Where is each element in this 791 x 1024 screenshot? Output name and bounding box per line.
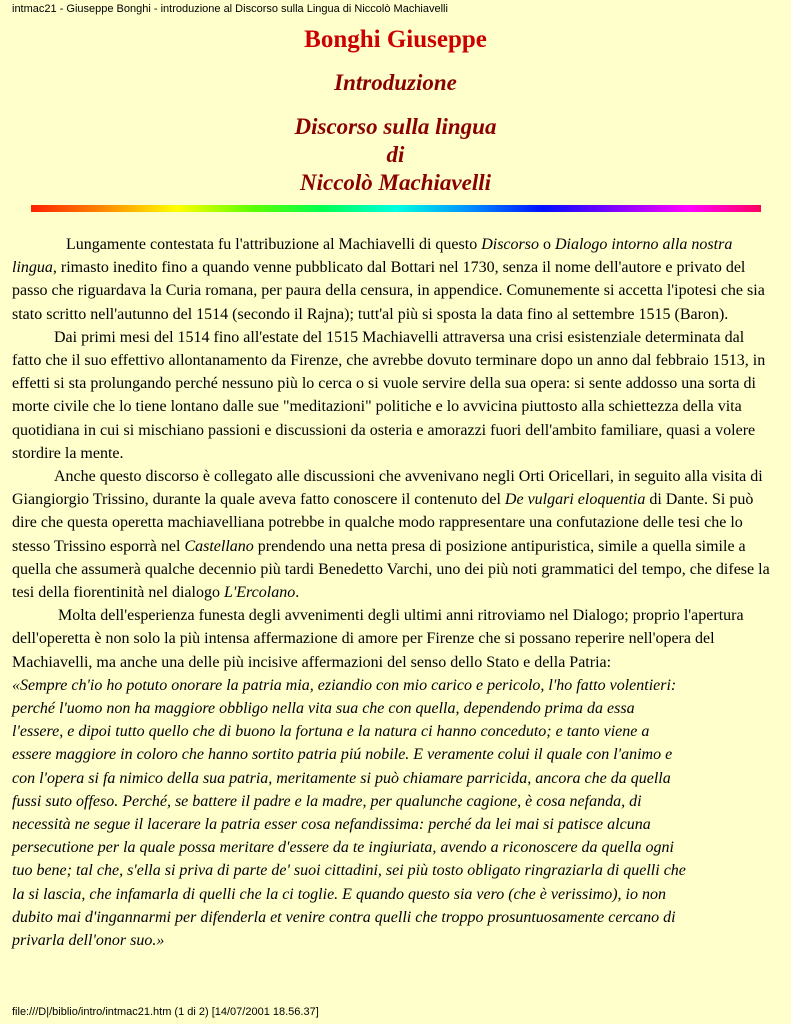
italic-title: Castellano <box>184 537 254 555</box>
text-run: prendendo una netta presa di posizione antipuristica, simile a quella simile a quella che assumerà qualche decennio più tardi Benedetto Varchi, uno dei più noti grammatici del tempo, che difese la tesi della fiorentinità nel dialogo <box>12 537 770 602</box>
text-run: Anche questo discorso è collegato alle discussioni che avvenivano negli Orti Oricellari, in seguito alla visita di Giangiorgio Trissino, durante la quale aveva fatto conoscere il contenuto del <box>12 468 763 509</box>
print-header: intmac21 - Giuseppe Bonghi - introduzione al Discorso sulla Lingua di Niccolò Machiavelli <box>12 3 448 15</box>
print-footer: file:///D|/biblio/intro/intmac21.htm (1 di 2) [14/07/2001 18.56.37] <box>12 1006 319 1018</box>
work-title <box>0 113 791 197</box>
block-quote: «Sempre ch'io ho potuto onorare la patria mia, eziandio con mio carico e pericolo, l'ho fatto volentieri: perché l'uomo non ha maggiore obbligo nella vita sua che con quella, dependendo prima da essa l'essere, e dipoi tutto quello che di buono la fortuna e la natura ci hanno conceduto; e tanto viene a essere maggiore in coloro che hanno sortito patria piú nobile. E veramente colui il quale con l'animo e con l'opera si fa nimico della sua patria, meritamente si può chiamare parricida, ancora che da quella fussi suto offeso. Perché, se battere il padre e la madre, per qualunche cagione, è cosa nefanda, di necessità ne segue il lacerare la patria esser cosa nefandissima: perché da lei mai si patisce alcuna persecutione per la quale possa meritare d'essere da te ingiuriata, avendo a riconoscere da quella ogni tuo bene; tal che, s'ella si priva di parte de' suoi cittadini, sei più tosto obligato ringraziarla di quelli che la si lascia, che infamarla di quelli che la ci toglie. E quando questo sia vero (che è verissimo), io non dubito mai d'ingannarmi per difenderla et venire contra quelli che troppo prosuntuosamente cercano di privarla dell'onor suo.» <box>12 676 686 950</box>
work-title-line-1: Discorso sulla lingua <box>294 114 497 139</box>
text-run: di Dante. Si può dire che questa operetta machiavelliana potrebbe in qualche modo rappresentare una confutazione delle tesi che lo stesso Trissino esporrà nel <box>12 491 754 555</box>
paragraph-3 <box>12 465 772 604</box>
work-title-line-3: Niccolò Machiavelli <box>300 170 491 195</box>
author-heading: Bonghi Giuseppe <box>304 26 487 53</box>
text-run: . <box>295 584 300 602</box>
title-block <box>0 24 791 197</box>
subtitle-heading: Introduzione <box>334 70 457 95</box>
paragraph-2: Dai primi mesi del 1514 fino all'estate del 1515 Machiavelli attraversa una crisi esistenziale determinata dal fatto che il suo effettivo allontanamento da Firenze, che avrebbe dovuto terminare dopo un anno dal febbraio 1513, in effetti si sta prolungando perché nessuno più lo cerca o si vuole servire della sua opera: si sente addosso una sorta di morte civile che lo tiene lontano dalle sue "meditazioni" politiche e lo avvicina piuttosto alla schiettezza della vita quotidiana in cui si mischiano passioni e discussioni da osteria e amorazzi fuori dell'ambito familiare, quasi a volere stordire la mente. <box>12 328 766 462</box>
rainbow-divider <box>31 205 761 212</box>
work-title-line-2: di <box>386 142 405 167</box>
text-run: Lungamente contestata fu l'attribuzione al Machiavelli di questo <box>66 236 482 253</box>
paragraph-1 <box>12 233 772 326</box>
italic-title: L'Ercolano <box>223 584 296 602</box>
article-body <box>12 233 772 952</box>
text-run: , rimasto inedito fino a quando venne pubblicato dal Bottari nel 1730, senza il nome dell'autore e privato del passo che riguardava la Curia romana, per paura della censura, in appendice. Comunemente si accetta l'ipotesi che sia stato scritto nell'autunno del 1514 (secondo il Rajna); tutt'al più si sposta la data fino al settembre 1515 (Baron). <box>12 259 765 323</box>
italic-title: Discorso <box>481 236 539 253</box>
paragraph-4: Molta dell'esperienza funesta degli avvenimenti degli ultimi anni ritroviamo nel Dialogo; proprio l'apertura dell'operetta è non solo la più intensa affermazione di amore per Firenze che si possano reperire nell'opera del Machiavelli, ma anche una delle più incisive affermazioni del senso dello Stato e della Patria: <box>12 607 744 671</box>
italic-title: Dialogo intorno alla nostra lingua <box>12 236 733 277</box>
italic-title: De vulgari eloquentia <box>504 491 646 509</box>
text-run: o <box>538 236 555 253</box>
